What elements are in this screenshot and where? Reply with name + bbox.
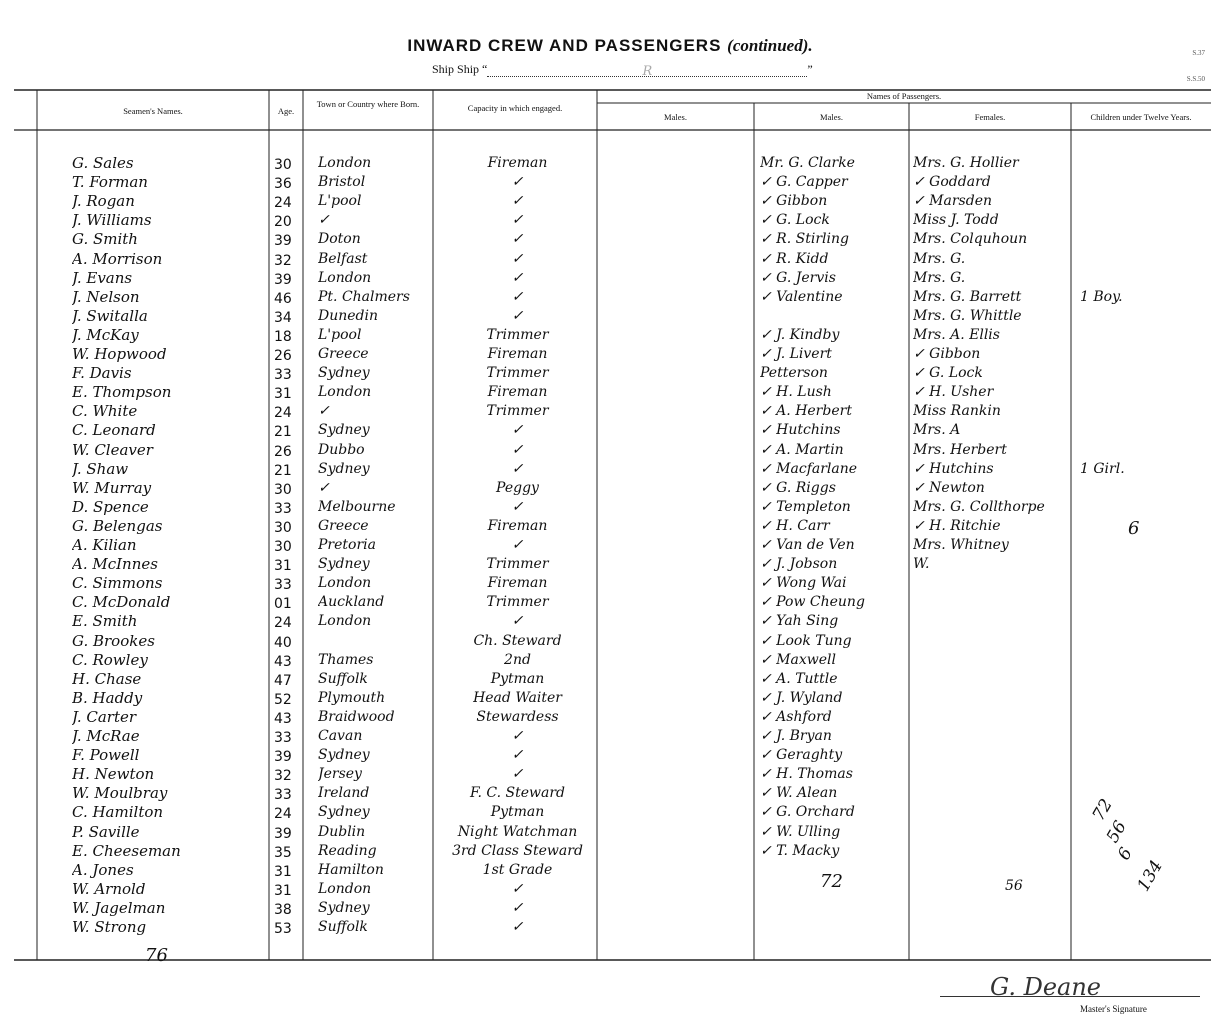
crew-age: 43 [274,710,292,727]
crew-name: E. Thompson [72,383,172,402]
form-code-2: S.S.50 [1186,75,1205,83]
passenger-male: ✓ J. Bryan [760,728,832,744]
passenger-male: ✓ G. Riggs [760,479,836,496]
passenger-female: ✓ Gibbon [913,346,981,362]
crew-capacity: Trimmer [486,594,549,611]
crew-capacity: F. C. Steward [469,785,566,802]
crew-name: G. Smith [72,230,138,249]
crew-capacity: ✓ [511,212,524,229]
passenger-male: ✓ Yah Sing [760,613,839,630]
passenger-male: ✓ H. Lush [760,384,832,401]
passenger-female: ✓ H. Usher [913,384,994,401]
crew-capacity: Pytman [490,670,545,687]
tally-figure: 72 [1088,795,1117,825]
col-header-males-2: Males. [820,112,843,122]
crew-name: C. McDonald [72,593,171,612]
crew-age: 24 [274,615,292,632]
crew-name: G. Belengas [72,516,163,535]
passenger-male: ✓ Van de Ven [760,537,855,553]
crew-name: J. Shaw [72,459,129,478]
crew-birthplace: ✓ [318,479,330,496]
passenger-female: Mrs. Herbert [913,441,1007,458]
crew-name: F. Davis [72,364,132,383]
crew-capacity: Trimmer [486,326,549,343]
crew-age: 40 [274,634,292,651]
crew-capacity: Pytman [490,804,545,821]
passenger-female: Mrs. G. [913,269,966,286]
crew-capacity: ✓ [511,422,524,439]
crew-name: W. Arnold [72,879,146,898]
crew-age: 32 [274,768,292,785]
crew-name: A. Kilian [72,536,137,554]
title-text: INWARD CREW AND PASSENGERS [407,36,722,55]
crew-name: H. Chase [72,669,142,688]
passenger-male: ✓ Maxwell [760,651,836,668]
crew-age: 36 [274,176,292,193]
crew-age: 33 [274,367,292,384]
crew-age: 31 [274,882,292,899]
crew-age: 39 [274,749,292,766]
crew-total: 76 [145,945,168,966]
crew-capacity: Peggy [496,479,539,496]
passenger-female: Mrs. G. Collthorpe [913,498,1045,515]
passenger-male: ✓ A. Tuttle [760,670,838,687]
passenger-male: ✓ Look Tung [760,632,852,649]
males-total: 72 [820,871,843,892]
form-code: S.37 [1192,49,1205,57]
col-header-females: Females. [974,112,1006,122]
crew-age: 30 [274,519,292,536]
passenger-female: ✓ G. Lock [913,365,983,382]
crew-age: 39 [274,271,292,288]
col-header-born: Town or Country where Born. [316,99,420,109]
crew-birthplace: Sydney [318,804,370,821]
crew-capacity: ✓ [511,880,524,897]
crew-name: W. Murray [72,478,152,497]
crew-birthplace: Cavan [318,728,363,744]
crew-birthplace: Pretoria [318,537,376,553]
crew-capacity: ✓ [511,498,524,515]
ship-field: Ship Ship “ R ” [432,62,813,79]
crew-name: G. Brookes [72,631,155,650]
crew-name: J. Williams [72,211,152,230]
crew-birthplace: ✓ [318,212,330,229]
passenger-male: ✓ Valentine [760,288,843,305]
crew-capacity: Fireman [487,346,548,362]
passenger-male: ✓ Templeton [760,498,851,515]
passenger-male: ✓ A. Martin [760,441,844,458]
crew-birthplace: Bristol [318,174,366,191]
crew-age: 24 [274,405,292,422]
col-header-age: Age. [277,106,295,116]
crew-capacity: Fireman [487,155,548,171]
ship-name: R [487,64,807,77]
crew-name: A. Jones [72,860,134,879]
crew-name: E. Cheeseman [72,841,181,860]
tally-figure: 6 [1114,844,1137,864]
crew-birthplace: L'pool [318,193,362,210]
passenger-male: ✓ W. Ulling [760,823,841,840]
crew-birthplace: London [318,880,372,897]
crew-age: 33 [274,500,292,517]
crew-capacity: ✓ [511,231,524,248]
crew-age: 18 [274,328,292,345]
crew-age: 32 [274,252,292,269]
col-header-passengers: Names of Passengers. [866,91,942,101]
crew-age: 38 [274,901,292,918]
crew-name: D. Spence [72,497,149,516]
crew-birthplace: Suffolk [318,919,368,935]
crew-birthplace: Reading [318,842,377,859]
passenger-female: Mrs. Whitney [913,537,1009,553]
passenger-male: ✓ Pow Cheung [760,594,865,611]
crew-capacity: Fireman [487,575,548,592]
crew-capacity: ✓ [511,747,524,764]
col-header-seamen: Seamen's Names. [123,106,183,116]
crew-capacity: Ch. Steward [473,632,562,649]
crew-age: 20 [274,214,292,231]
child-entry: 1 Girl. [1080,460,1125,477]
signature-label: Master's Signature [1080,1004,1147,1014]
crew-birthplace: Greece [318,346,369,362]
col-header-males-1: Males. [664,112,687,122]
passenger-female: W. [913,556,930,573]
crew-capacity: 1st Grade [482,861,553,878]
crew-age: 35 [274,844,292,861]
crew-birthplace: Sydney [318,747,370,764]
title-suffix: (continued). [727,36,813,55]
crew-name: G. Sales [72,154,134,172]
passenger-male: Mr. G. Clarke [760,155,855,171]
crew-capacity: ✓ [511,899,524,916]
crew-age: 47 [274,672,292,689]
crew-birthplace: Thames [318,651,374,668]
passenger-male: ✓ R. Stirling [760,231,849,248]
crew-birthplace: Auckland [318,594,385,611]
col-header-capacity: Capacity in which engaged. [467,103,563,113]
passenger-male: ✓ Ashford [760,708,832,725]
crew-name: E. Smith [72,612,138,631]
crew-birthplace: London [318,269,372,286]
passenger-female: Mrs. Colquhoun [913,231,1028,248]
passenger-female: ✓ Newton [913,479,985,496]
crew-age: 24 [274,806,292,823]
crew-age: 31 [274,386,292,403]
crew-birthplace: Belfast [318,250,368,267]
crew-capacity: Trimmer [486,403,549,420]
crew-capacity: ✓ [511,613,524,630]
ship-open-quote: Ship “ [457,62,488,76]
crew-age: 26 [274,443,292,460]
crew-capacity: Head Waiter [473,689,562,706]
crew-capacity: Fireman [487,517,548,534]
passenger-female: ✓ H. Ritchie [913,517,1001,534]
crew-birthplace: Dubbo [318,441,365,458]
col-header-children: Children under Twelve Years. [1090,112,1192,122]
passenger-female: Miss J. Todd [913,212,999,229]
child-entry: 1 Boy. [1080,288,1123,305]
crew-age: 33 [274,577,292,594]
crew-age: 53 [274,921,292,937]
crew-birthplace: Jersey [318,766,362,783]
crew-age: 43 [274,653,292,670]
passenger-female: ✓ Goddard [913,174,991,191]
passenger-female: Mrs. G. Hollier [913,155,1019,171]
passenger-male: Petterson [760,365,828,382]
passenger-male: ✓ A. Herbert [760,403,852,420]
crew-name: W. Cleaver [72,440,153,459]
passenger-male: ✓ J. Wyland [760,689,843,706]
passenger-female: Mrs. G. Barrett [913,288,1022,305]
passenger-male: ✓ G. Jervis [760,269,836,286]
crew-capacity: ✓ [511,919,524,935]
crew-birthplace: Ireland [318,785,370,802]
crew-birthplace: Sydney [318,460,370,477]
passenger-male: ✓ G. Orchard [760,804,855,821]
crew-birthplace: Hamilton [318,861,384,878]
crew-age: 30 [274,481,292,498]
crew-age: 21 [274,424,292,441]
crew-age: 52 [274,691,292,708]
crew-capacity: Stewardess [476,708,559,725]
crew-age: 39 [274,825,292,842]
crew-capacity: ✓ [511,766,524,783]
passenger-female: ✓ Marsden [913,193,993,210]
passenger-female: Mrs. G. Whittle [913,307,1022,324]
crew-capacity: ✓ [511,193,524,210]
crew-name: J. McRae [72,727,140,745]
passenger-male: ✓ G. Capper [760,174,848,191]
crew-age: 26 [274,348,292,364]
passenger-male: ✓ Macfarlane [760,460,858,477]
crew-capacity: Fireman [487,384,548,401]
passenger-male: ✓ H. Carr [760,517,830,534]
crew-capacity: ✓ [511,174,524,191]
crew-birthplace: Sydney [318,365,370,382]
crew-birthplace: L'pool [318,326,362,343]
crew-capacity: ✓ [511,250,524,267]
crew-birthplace: Dunedin [318,307,378,324]
passenger-male: ✓ Wong Wai [760,575,847,592]
form-title [300,36,920,56]
crew-birthplace: Pt. Chalmers [318,288,410,305]
tally-figure: 56 [1102,817,1131,847]
crew-age: 21 [274,462,292,479]
crew-age: 31 [274,558,292,575]
crew-name: A. Morrison [72,249,163,268]
crew-birthplace: Sydney [318,556,370,573]
crew-name: C. Hamilton [72,803,164,822]
passenger-female: Miss Rankin [913,403,1001,420]
crew-birthplace: London [318,575,372,592]
crew-birthplace: Braidwood [318,708,395,725]
crew-age: 31 [274,863,292,880]
crew-birthplace: London [318,155,372,171]
crew-age: 24 [274,195,292,212]
signature-line [940,996,1200,997]
crew-age: 34 [274,309,292,326]
passenger-male: ✓ Gibbon [760,193,828,210]
crew-name: C. White [72,402,138,421]
crew-birthplace: London [318,384,372,401]
passenger-male: ✓ W. Alean [760,785,838,802]
crew-name: J. McKay [72,325,139,344]
crew-name: C. Leonard [72,421,156,440]
crew-capacity: ✓ [511,441,524,458]
ship-close-quote: ” [807,62,813,76]
crew-age: 30 [274,157,292,173]
passenger-male: ✓ Hutchins [760,422,841,439]
passenger-male: ✓ Geraghty [760,747,843,764]
crew-birthplace: Sydney [318,899,370,916]
crew-name: T. Forman [72,173,148,192]
crew-capacity: ✓ [511,728,524,744]
master-signature: G. Deane [990,973,1101,1001]
crew-birthplace: Greece [318,517,369,534]
crew-capacity: ✓ [511,269,524,286]
crew-name: W. Moulbray [72,784,168,803]
crew-capacity: 3rd Class Steward [452,842,583,859]
crew-birthplace: Plymouth [318,689,386,706]
crew-capacity: ✓ [511,288,524,305]
passenger-male: ✓ R. Kidd [760,250,829,267]
crew-capacity: ✓ [511,307,524,324]
crew-capacity: Trimmer [486,556,549,573]
passenger-female: Mrs. A [913,422,961,439]
crew-age: 30 [274,539,292,555]
passenger-female: Mrs. A. Ellis [913,326,1000,343]
crew-name: B. Haddy [72,688,143,707]
crew-name: A. McInnes [72,555,158,574]
form-number [1187,40,1205,92]
crew-age: 33 [274,787,292,804]
females-total: 56 [1005,878,1023,894]
passenger-female: ✓ Hutchins [913,460,994,477]
crew-name: J. Evans [72,268,133,287]
children-total: 6 [1128,518,1140,539]
crew-name: W. Jagelman [72,898,166,917]
crew-birthplace: Melbourne [318,498,396,515]
crew-age: 46 [274,290,292,307]
crew-name: C. Rowley [72,650,148,669]
crew-age: 33 [274,730,292,746]
crew-birthplace: Dublin [318,823,366,840]
crew-name: J. Rogan [72,192,135,211]
crew-capacity: Trimmer [486,365,549,382]
crew-birthplace: ✓ [318,403,330,420]
crew-name: W. Hopwood [72,345,167,363]
crew-capacity: Night Watchman [457,823,578,840]
crew-capacity: 2nd [504,651,531,668]
crew-birthplace: Suffolk [318,670,368,687]
crew-age: 39 [274,233,292,250]
crew-name: C. Simmons [72,574,163,593]
passenger-female: Mrs. G. [913,250,966,267]
crew-name: W. Strong [72,918,147,936]
passenger-male: ✓ G. Lock [760,212,830,229]
crew-name: F. Powell [72,746,140,765]
crew-birthplace: London [318,613,372,630]
crew-name: J. Nelson [72,287,140,306]
passenger-male: ✓ J. Livert [760,346,832,362]
crew-name: P. Saville [72,822,140,841]
tally-figure: 134 [1133,856,1168,896]
crew-name: J. Switalla [72,306,148,325]
crew-birthplace: Doton [318,231,361,248]
passenger-male: ✓ T. Macky [760,842,840,859]
crew-name: H. Newton [72,765,155,784]
passenger-male: ✓ J. Kindby [760,326,840,343]
crew-birthplace: Sydney [318,422,370,439]
passenger-male: ✓ H. Thomas [760,766,853,783]
crew-capacity: ✓ [511,537,524,553]
crew-age: 01 [274,596,292,613]
crew-name: J. Carter [72,707,137,726]
crew-capacity: ✓ [511,460,524,477]
passenger-male: ✓ J. Jobson [760,556,838,573]
